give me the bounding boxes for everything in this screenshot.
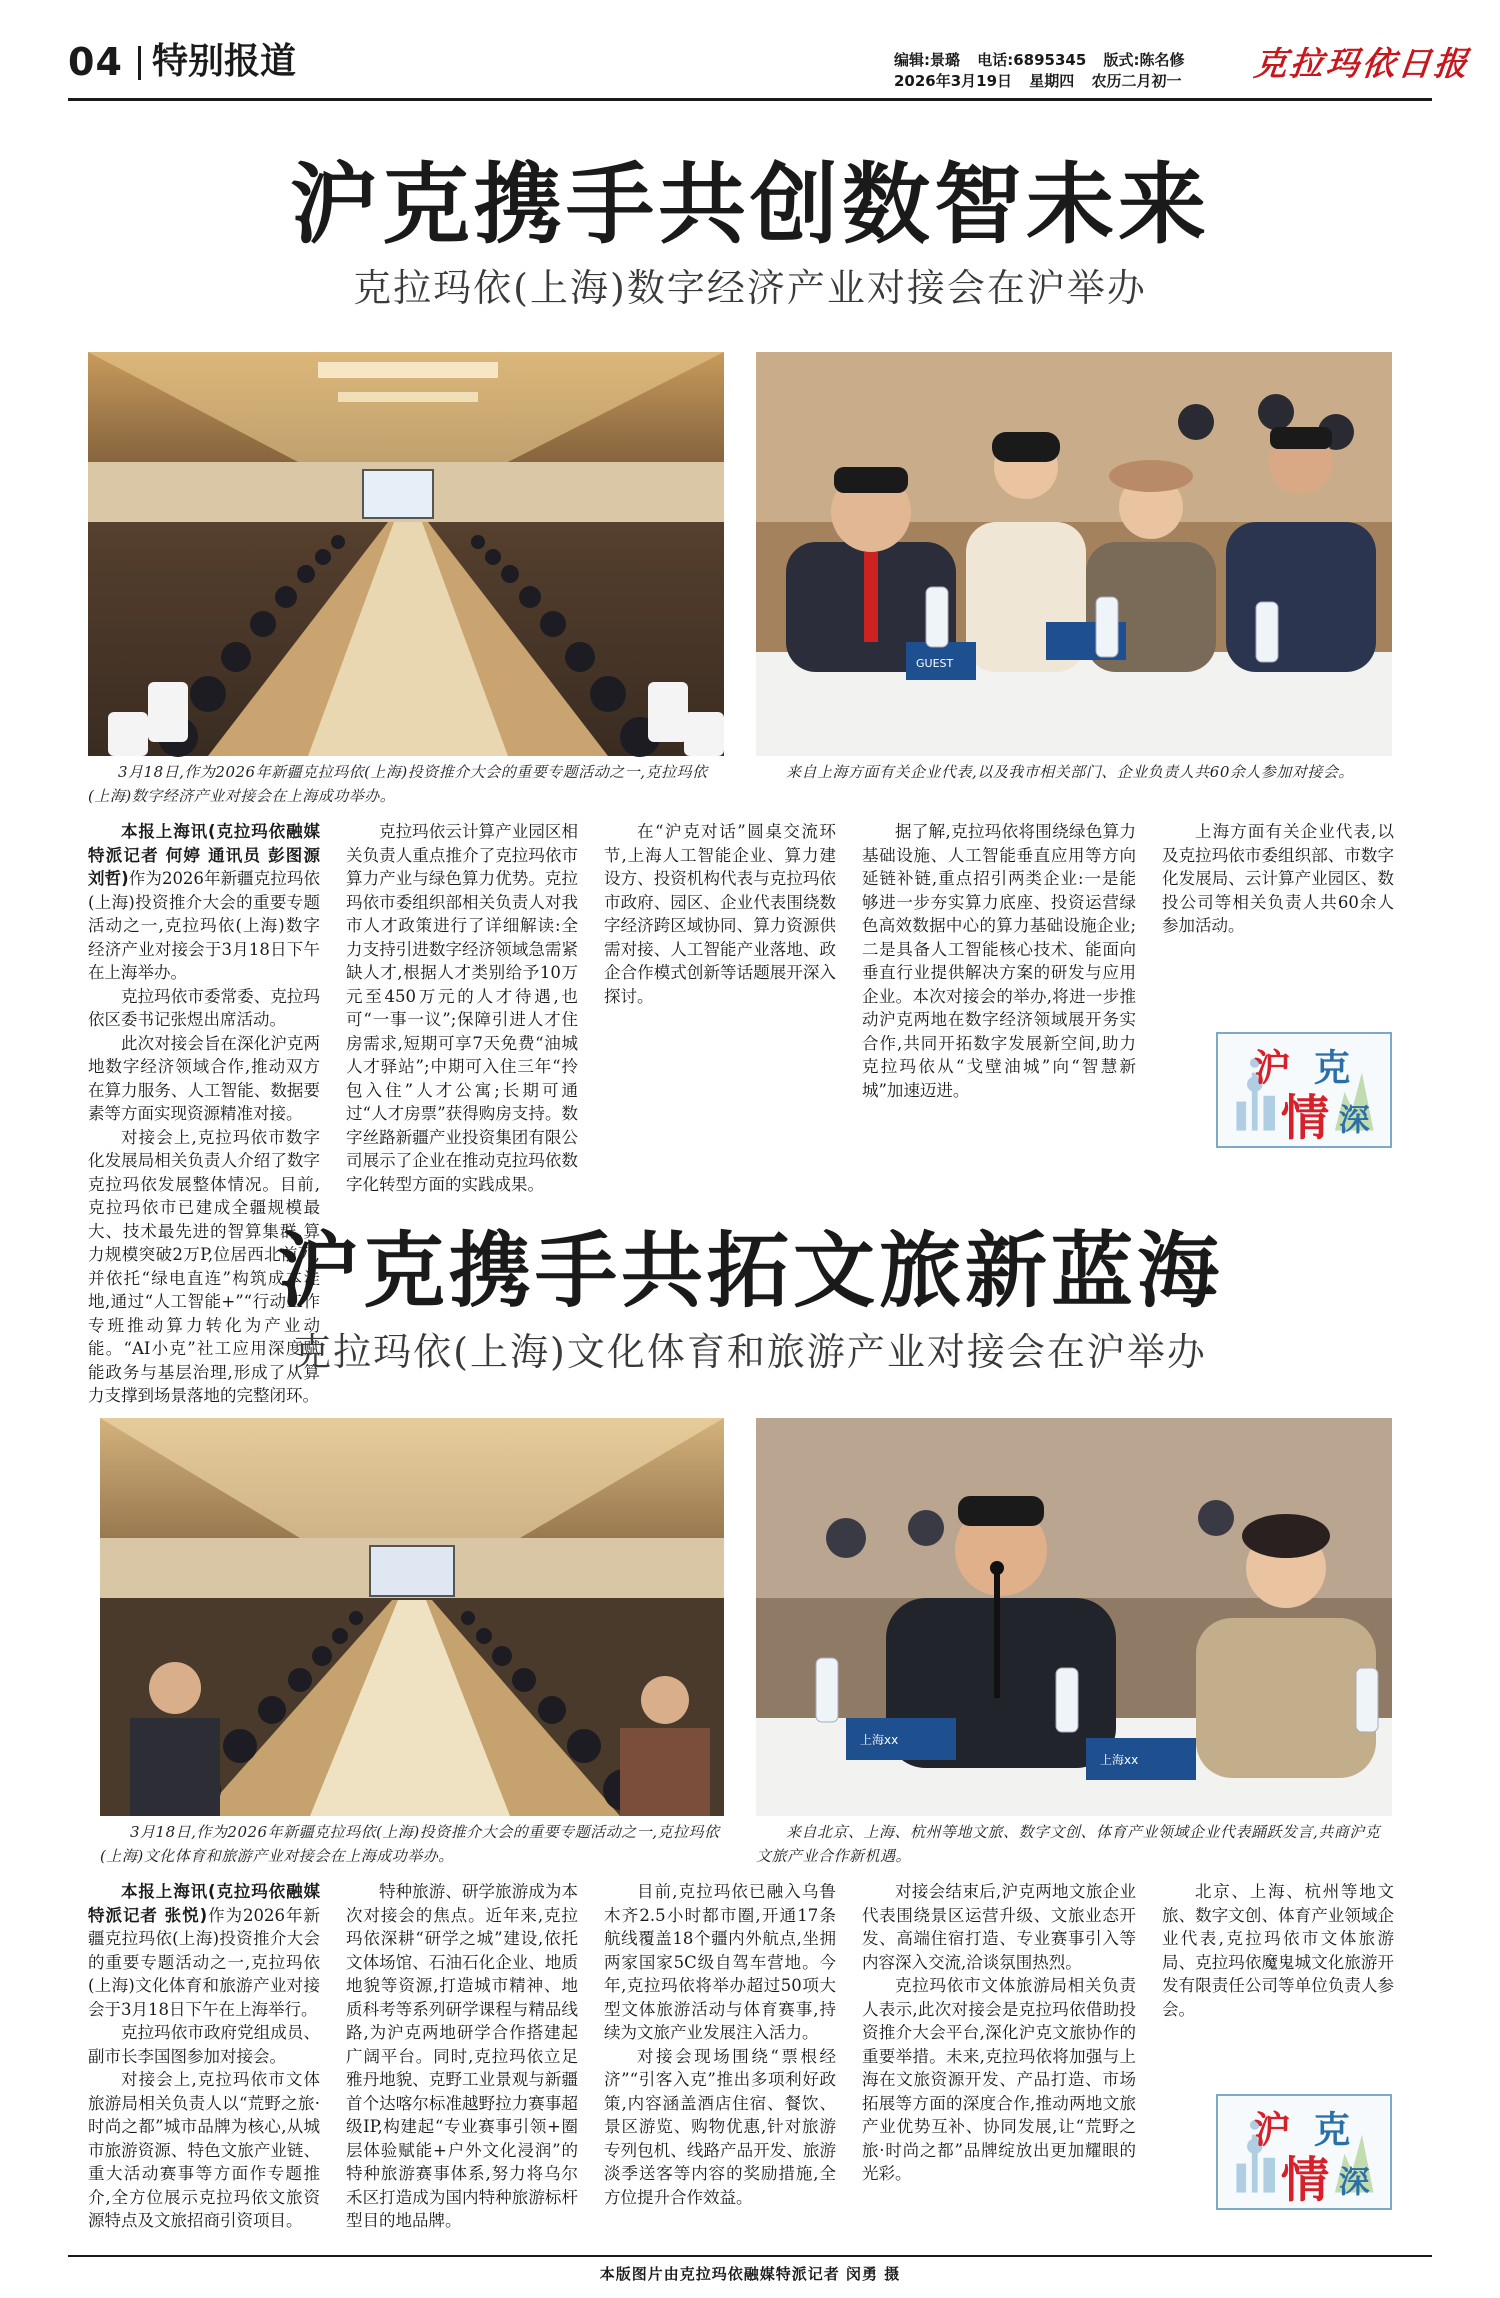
badge-char-qing: 情 <box>1280 2152 1330 2209</box>
article1-paragraph: 据了解,克拉玛依将围绕绿色算力基础设施、人工智能垂直应用等方向延链补链,重点招引两类企业:一是能够进一步夯实算力底座、投资运营绿色高效数据中心的算力基础设施企业;二是具备人工智能核心技术、能面向垂直行业提供解决方案的研发与应用企业。本次对接会的举办,将进一步推动沪克两地在数字经济领域展开务实合作,共同开拓数字发展新空间,助力克拉玛依从“戈壁油城”向“智慧新城”加速迈进。 <box>862 822 1136 1100</box>
badge-char-hu: 沪 <box>1253 1046 1291 1090</box>
article1-paragraph: 在“沪克对话”圆桌交流环节,上海人工智能企业、算力建设方、投资机构代表与克拉玛依市政府、园区、企业代表围绕数字经济跨区域协同、算力资源供需对接、人工智能产业落地、政企合作模式创新等话题展开深入探讨。 <box>604 822 836 1006</box>
article1-paragraph: 此次对接会旨在深化沪克两地数字经济领域合作,推动双方在算力服务、人工智能、数据要素等方面实现资源精准对接。 <box>88 1033 320 1123</box>
newspaper-logo: 克拉玛依日报 <box>1252 44 1473 83</box>
article1-column-3 <box>604 820 836 1204</box>
article1-photo-conference-hall <box>88 352 724 756</box>
article2-paragraph: 目前,克拉玛依已融入乌鲁木齐2.5小时都市圈,开通17条航线覆盖18个疆内外航点,坐拥两家国家5C级自驾车营地。今年,克拉玛依将举办超过50项大型文体旅游活动与体育赛事,持续为文旅产业发展注入活力。 <box>604 1882 836 2042</box>
article2-column-2 <box>346 1880 578 2240</box>
article1-subhead: 克拉玛依(上海)数字经济产业对接会在沪举办 <box>353 266 1147 310</box>
badge-char-qing: 情 <box>1280 1090 1330 1147</box>
article1-photo-guests <box>756 352 1392 756</box>
article1-paragraph: 克拉玛依云计算产业园区相关负责人重点推介了克拉玛依市算力产业与绿色算力优势。克拉玛依市委组织部相关负责人对我市人才政策进行了详细解读:全力支持引进数字经济领域急需紧缺人才,根据人才类别给予10万元至450万元的人才待遇,也可“一事一议”;保障引进人才住房需求,短期可享7天免费“油城人才驿站”;中期可入住三年“拎包入住”人才公寓;长期可通过“人才房票”获得购房支持。数字丝路新疆产业投资集团有限公司展示了企业在推动克拉玛依数字化转型方面的实践成果。 <box>346 822 578 1194</box>
article2-photo-conference-hall <box>100 1418 724 1816</box>
article2-paragraph: 特种旅游、研学旅游成为本次对接会的焦点。近年来,克拉玛依深耕“研学之城”建设,依托文体场馆、石油石化企业、地质地貌等资源,打造城市精神、地质科考等系列研学课程与精品线路,为沪克两地研学合作搭建起广阔平台。同时,克拉玛依立足雅丹地貌、克野工业景观与新疆首个达喀尔标准越野拉力赛事超级IP,构建起“专业赛事引领+圈层体验赋能+户外文化浸润”的特种旅游赛事体系,努力将乌尔禾区打造成为国内特种旅游标杆型目的地品牌。 <box>346 1882 578 2230</box>
badge-char-ke: 克 <box>1313 1046 1351 1090</box>
article2-lead: 作为2026年新疆克拉玛依(上海)投资推介大会的重要专题活动之一,克拉玛依(上海)文化体育和旅游产业对接会于3月18日下午在上海举行。 <box>88 1905 320 2019</box>
article2-caption-left: 3月18日,作为2026年新疆克拉玛依(上海)投资推介大会的重要专题活动之一,克拉玛依(上海)文化体育和旅游产业对接会在上海成功举办。 <box>100 1823 720 1865</box>
article1-column-1 <box>88 820 320 1405</box>
article1-caption-left: 3月18日,作为2026年新疆克拉玛依(上海)投资推介大会的重要专题活动之一,克拉玛依(上海)数字经济产业对接会在上海成功举办。 <box>88 763 708 805</box>
article2-column-5 <box>1162 1880 1394 2090</box>
badge-char-hu: 沪 <box>1253 2108 1291 2152</box>
article2-byline: 本报上海讯(克拉玛依融媒特派记者 张悦) <box>88 1882 320 1925</box>
article1-lead: 作为2026年新疆克拉玛依(上海)投资推介大会的重要专题活动之一,克拉玛依(上海)数字经济产业对接会于3月18日下午在上海举办。 <box>88 869 320 982</box>
masthead <box>68 40 1473 98</box>
masthead-divider <box>138 46 141 80</box>
article2-column-3 <box>604 1880 836 2240</box>
article2-paragraph: 北京、上海、杭州等地文旅、数字文创、体育产业领域企业代表,克拉玛依市文体旅游局、克拉玛依魔鬼城文化旅游开发有限责任公司等单位负责人参会。 <box>1162 1882 1394 2019</box>
article2-paragraph: 克拉玛依市政府党组成员、副市长李国图参加对接会。 <box>88 2023 320 2066</box>
name-card-label-2: 上海xx <box>1100 1753 1139 1767</box>
article1-paragraph: 上海方面有关企业代表,以及克拉玛依市委组织部、市数字化发展局、云计算产业园区、数投公司等相关负责人共60余人参加活动。 <box>1162 822 1394 935</box>
editor-label: 编辑:景璐 <box>894 51 960 69</box>
article1-byline: 本报上海讯(克拉玛依融媒特派记者 何婷 通讯员 彭图源 刘哲) <box>88 822 320 888</box>
article2-subhead: 克拉玛依(上海)文化体育和旅游产业对接会在沪举办 <box>293 1330 1207 1374</box>
article2-photo-speaker <box>756 1418 1392 1816</box>
name-card-label-1: 上海xx <box>860 1733 899 1747</box>
masthead-rule <box>68 98 1432 101</box>
article1-column-4 <box>862 820 1136 1204</box>
phone-label: 电话:6895345 <box>977 51 1087 69</box>
issue-date: 2026年3月19日 <box>894 72 1013 90</box>
layout-label: 版式:陈名修 <box>1103 51 1185 69</box>
issue-lunar-date: 农历二月初一 <box>1091 72 1182 90</box>
badge-char-shen: 深 <box>1338 2164 1370 2201</box>
article2-column-4 <box>862 1880 1136 2240</box>
badge-char-shen: 深 <box>1338 1102 1370 1139</box>
badge-char-ke: 克 <box>1313 2108 1351 2152</box>
article1-paragraph: 对接会上,克拉玛依市数字化发展局相关负责人介绍了数字克拉玛依发展整体情况。目前,克拉玛依市已建成全疆规模最大、技术最先进的智算集群,算力规模突破2万P,位居西北前列,并依托“绿电直连”构筑成本洼地,通过“人工智能+”“行动工作专班推动算力转化为产业动能。“AI小克”社工应用深度赋能政务与基层治理,形成了从算力支撑到场景落地的完整闭环。 <box>88 1127 320 1405</box>
hu-ke-qing-shen-badge <box>1216 1032 1392 1148</box>
page-number: 04 <box>68 40 123 84</box>
issue-weekday: 星期四 <box>1029 72 1075 90</box>
article1-column-5 <box>1162 820 1394 1030</box>
article2-paragraph: 对接会结束后,沪克两地文旅企业代表围绕景区运营升级、文旅业态开发、高端住宿打造、专业赛事引入等内容深入交流,洽谈氛围热烈。 <box>862 1882 1136 1972</box>
article2-paragraph: 对接会上,克拉玛依市文体旅游局相关负责人以“荒野之旅·时尚之都”城市品牌为核心,从城市旅游资源、特色文旅产业链、重大活动赛事等方面作专题推介,全方位展示克拉玛依文旅资源特点及文旅招商引资项目。 <box>88 2070 320 2230</box>
section-title: 特别报道 <box>152 41 297 82</box>
article2-caption-right: 来自北京、上海、杭州等地文旅、数字文创、体育产业领域企业代表踊跃发言,共商沪克文旅产业合作新机遇。 <box>756 1823 1381 1865</box>
article2-paragraph: 对接会现场围绕“票根经济”“引客入克”推出多项利好政策,内容涵盖酒店住宿、餐饮、景区游览、购物优惠,针对旅游专列包机、线路产品开发、旅游淡季送客等内容的奖励措施,全方位提升合作效益。 <box>604 2046 836 2207</box>
article1-caption-right: 来自上海方面有关企业代表,以及我市相关部门、企业负责人共60余人参加对接会。 <box>786 763 1354 781</box>
article2-headline: 沪克携手共拓文旅新蓝海 <box>276 1224 1223 1319</box>
article2-paragraph: 克拉玛依市文体旅游局相关负责人表示,此次对接会是克拉玛依借助投资推介大会平台,深化沪克文旅协作的重要举措。未来,克拉玛依将加强与上海在文旅资源开发、产品打造、市场拓展等方面的深度合作,推动两地文旅产业优势互补、协同发展,让“荒野之旅·时尚之都”品牌绽放出更加耀眼的光彩。 <box>862 1976 1136 2183</box>
hu-ke-qing-shen-badge <box>1216 2094 1392 2210</box>
photo-credit: 本版图片由克拉玛依融媒特派记者 闵勇 摄 <box>599 2265 901 2283</box>
guest-card-label: GUEST <box>916 657 954 670</box>
article1-headline: 沪克携手共创数智未来 <box>289 153 1210 256</box>
footer-rule <box>68 2255 1432 2257</box>
article1-paragraph: 克拉玛依市委常委、克拉玛依区委书记张煜出席活动。 <box>88 986 320 1029</box>
masthead-info <box>894 50 1254 92</box>
article1-column-2 <box>346 820 578 1204</box>
article2-column-1 <box>88 1880 320 2240</box>
